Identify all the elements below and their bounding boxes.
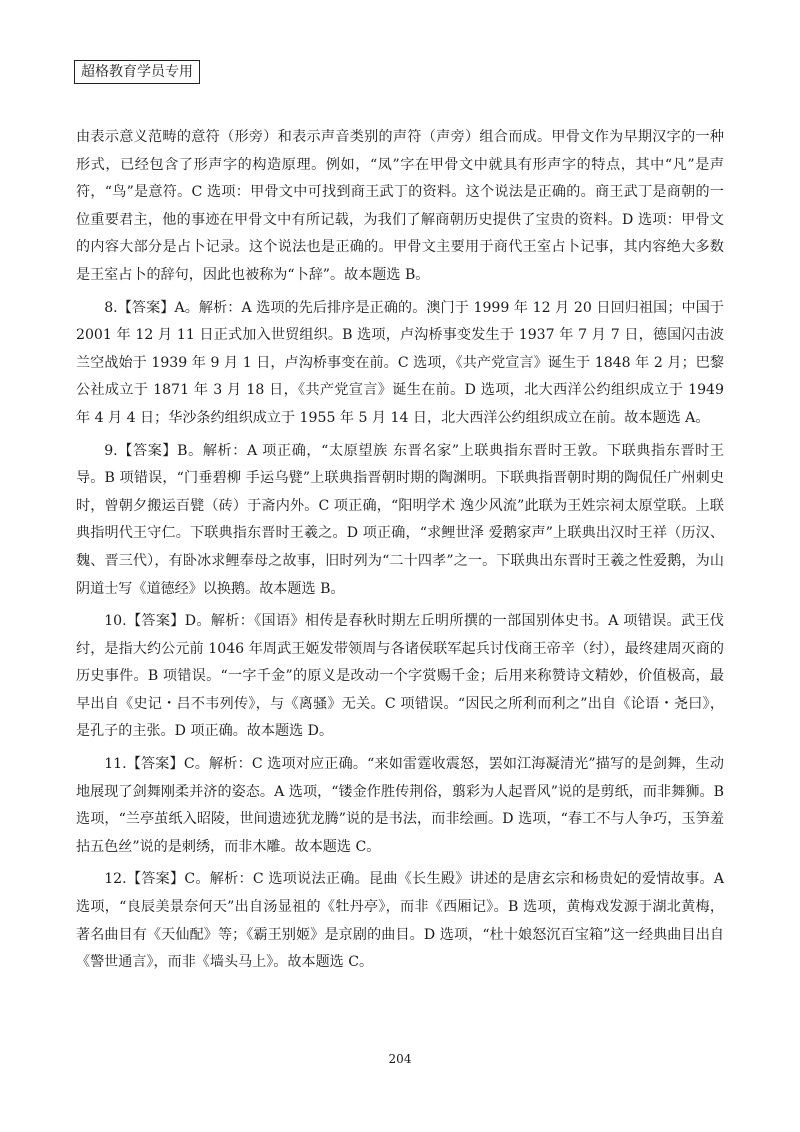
answer-explanations (76, 124, 724, 982)
page-number: 204 (388, 1052, 412, 1066)
answer-10: 10.【答案】D。解析：《国语》相传是春秋时期左丘明所撰的一部国别体史书。A 项错误。武王伐纣，是指大约公元前 1046 年周武王姬发带领周与各诸侯联军起兵讨伐商王帝辛（纣），最终建周灭商的历史事件。B 项错误。“一字千金”的原义是改动一个字赏赐千金；后用来称赞诗文精妙，价值极高，最早出自《史记・吕不韦列传》，与《离骚》无关。C 项错误。“因民之所利而利之”出自《论语・尧曰》，是孔子的主张。D 项正确。故本题选 D。 (76, 613, 724, 740)
paragraph-continuation: 由表示意义范畴的意符（形旁）和表示声音类别的声符（声旁）组合而成。甲骨文作为早期汉字的一种形式，已经包含了形声字的构造原理。例如，“凤”字在甲骨文中就具有形声字的特点，其中“凡”是声符，“鸟”是意符。C 选项：甲骨文中可找到商王武丁的资料。这个说法是正确的。商王武丁是商朝的一位重要君主，他的事迹在甲骨文中有所记载，为我们了解商朝历史提供了宝贵的资料。D 选项：甲骨文的内容大部分是占卜记录。这个说法也是正确的。甲骨文主要用于商代王室占卜记事，其内容绝大多数是王室占卜的辞句，因此也被称为“卜辞”。故本题选 B。 (76, 129, 724, 283)
answer-8: 8.【答案】A。解析：A 选项的先后排序是正确的。澳门于 1999 年 12 月 20 日回归祖国；中国于 2001 年 12 月 11 日正式加入世贸组织。B 选项，卢沟桥事变发生于 1937 年 7 月 7 日，德国闪击波兰空战始于 1939 年 9 月 1 日，卢沟桥事变在前。C 选项，《共产党宣言》诞生于 1848 年 2 月；巴黎公社成立于 1871 年 3 月 18 日，《共产党宣言》诞生在前。D 选项，北大西洋公约组织成立于 1949 年 4 月 4 日；华沙条约组织成立于 1955 年 5 月 14 日，北大西洋公约组织成立在前。故本题选 A。 (76, 299, 724, 426)
answer-9: 9.【答案】B。解析：A 项正确，“太原望族 东晋名家”上联典指东晋时王敦。下联典指东晋时王导。B 项错误，“门垂碧柳 手运乌甓”上联典指晋朝时期的陶渊明。下联典指晋朝时期的陶侃任广州刺史时，曾朝夕搬运百甓（砖）于斋内外。C 项正确，“阳明学术 逸少风流”此联为王姓宗祠太原堂联。上联典指明代王守仁。下联典指东晋时王羲之。D 项正确，“求鲤世泽 爱鹅家声”上联典出汉时王祥（历汉、魏、晋三代），有卧冰求鲤奉母之故事，旧时列为“二十四孝”之一。下联典出东晋时王羲之性爱鹅，为山阴道士写《道德经》以换鹅。故本题选 B。 (76, 442, 724, 597)
student-use-stamp: 超格教育学员专用 (74, 60, 200, 84)
answer-11: 11.【答案】C。解析：C 选项对应正确。“来如雷霆收震怒，罢如江海凝清光”描写的是剑舞，生动地展现了剑舞刚柔并济的姿态。A 选项，“镂金作胜传荆俗，翦彩为人起晋风”说的是剪纸，而非舞狮。B 选项，“兰亭茧纸入昭陵，世间遗迹犹龙腾”说的是书法，而非绘画。D 选项，“春工不与人争巧，玉笋羞拈五色丝”说的是刺绣，而非木雕。故本题选 C。 (76, 756, 724, 855)
answer-12: 12.【答案】C。解析：C 选项说法正确。昆曲《长生殿》讲述的是唐玄宗和杨贵妃的爱情故事。A 选项，“良辰美景奈何天”出自汤显祖的《牡丹亭》，而非《西厢记》。B 选项，黄梅戏发源于湖北黄梅，著名曲目有《天仙配》等；《霸王别姬》是京剧的曲目。D 选项，“杜十娘怒沉百宝箱”这一经典曲目出自《警世通言》，而非《墙头马上》。故本题选 C。 (76, 871, 724, 971)
